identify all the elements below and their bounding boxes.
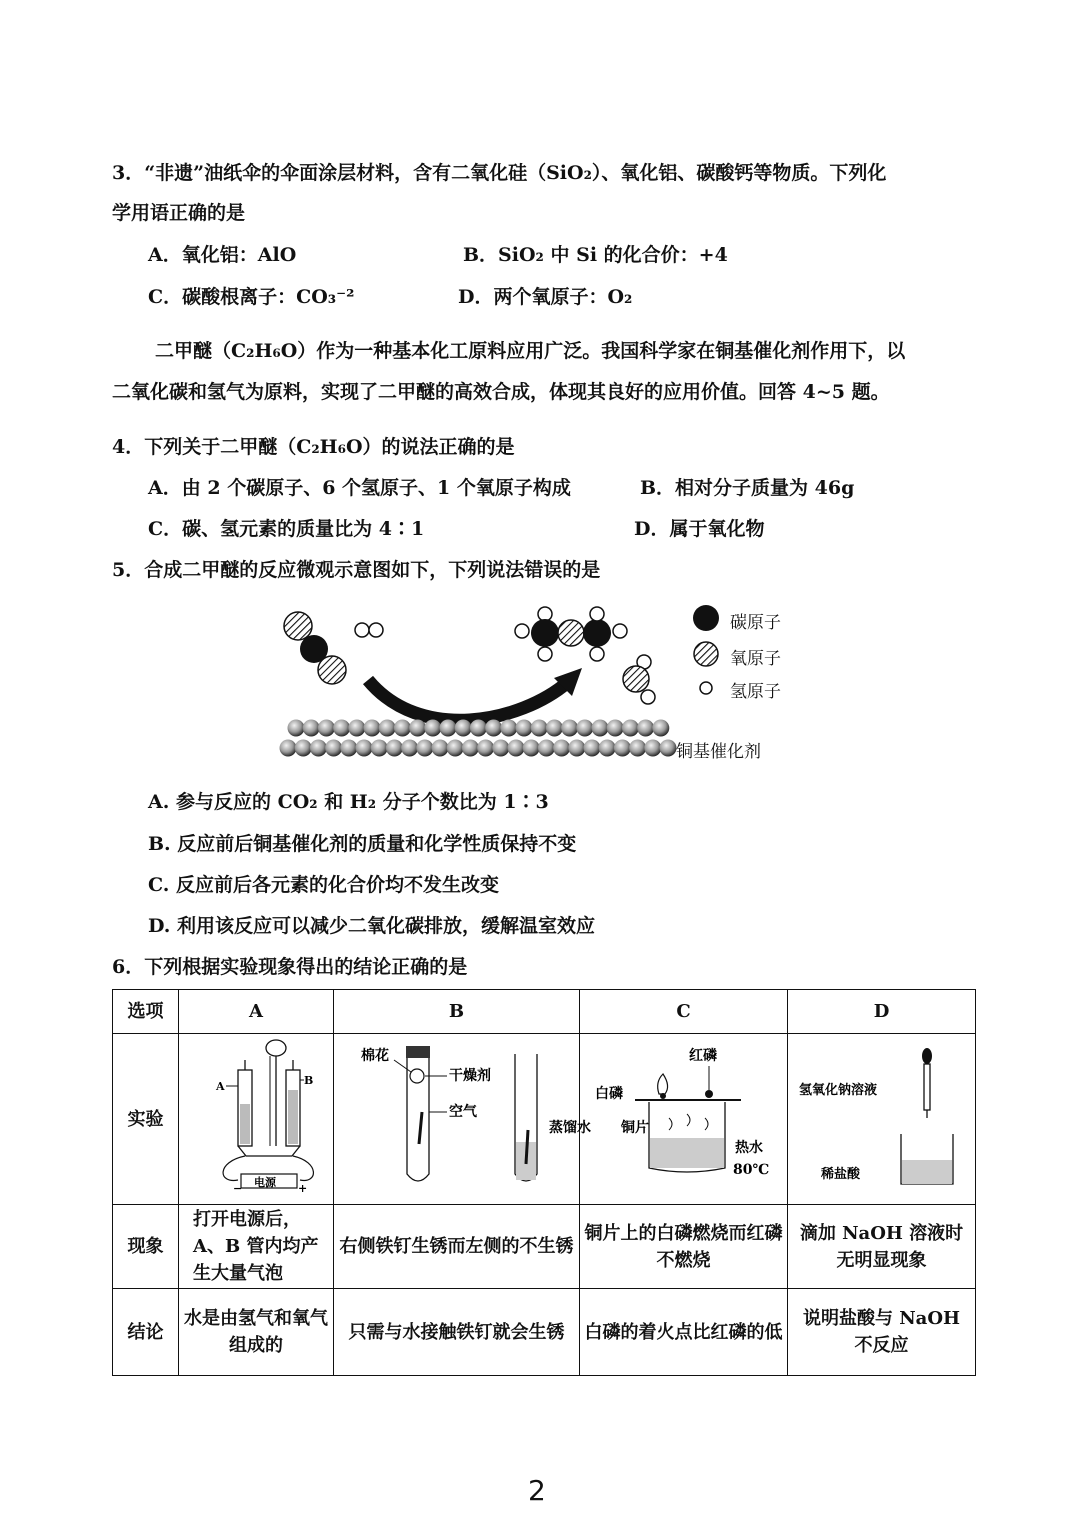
catalyst-sphere (409, 720, 426, 737)
electrolysis-apparatus (186, 1034, 326, 1196)
catalyst-sphere (614, 740, 631, 757)
catalyst-sphere (455, 720, 472, 737)
header-d: D (788, 990, 976, 1034)
svg-text:蒸馏水: 蒸馏水 (548, 1120, 591, 1136)
catalyst-sphere (394, 720, 411, 737)
phenomenon-d: 滴加 NaOH 溶液时无明显现象 (788, 1205, 976, 1289)
phosphorus-combustion-apparatus (585, 1034, 783, 1196)
catalyst-sphere (508, 740, 525, 757)
svg-text:空气: 空气 (448, 1104, 477, 1120)
svg-text:热水: 热水 (734, 1140, 763, 1156)
svg-text:A: A (216, 1080, 225, 1093)
co2-oxygen-atom-2 (318, 656, 346, 684)
catalyst-sphere (340, 740, 357, 757)
conclusion-b: 只需与水接触铁钉就会生锈 (334, 1289, 580, 1376)
catalyst-sphere (416, 740, 433, 757)
catalyst-sphere (485, 720, 502, 737)
catalyst-sphere (333, 720, 350, 737)
catalyst-sphere (584, 740, 601, 757)
catalyst-sphere (424, 720, 441, 737)
q3-option-d: D．两个氧原子：O₂ (458, 286, 633, 308)
catalyst-sphere (660, 740, 677, 757)
catalyst-sphere (599, 740, 616, 757)
product-carbon-atom-2 (583, 619, 611, 647)
q3-option-a: A．氧化铝：AlO (148, 244, 297, 266)
row-label-conclusion: 结论 (113, 1289, 179, 1376)
q4-stem: 4．下列关于二甲醚（C₂H₆O）的说法正确的是 (112, 436, 515, 458)
legend-hydrogen-label: 氢原子 (730, 682, 781, 702)
legend-carbon-label: 碳原子 (730, 613, 781, 633)
svg-text:干燥剂: 干燥剂 (448, 1068, 491, 1084)
catalyst-sphere (576, 720, 593, 737)
q3-stem-line2: 学用语正确的是 (112, 202, 246, 224)
page-number: 2 (528, 1474, 546, 1507)
catalyst-sphere (288, 720, 305, 737)
legend-hydrogen-symbol (700, 682, 712, 694)
svg-text:棉花: 棉花 (360, 1048, 389, 1064)
row-label-phenomenon: 现象 (113, 1205, 179, 1289)
conclusion-row (113, 1289, 976, 1376)
catalyst-sphere (364, 720, 381, 737)
header-option: 选项 (113, 990, 179, 1034)
table-header-row (113, 990, 976, 1034)
row-label-experiment: 实验 (113, 1034, 179, 1205)
product-oxygen-atom (558, 620, 584, 646)
atom-legend-symbols (690, 604, 720, 696)
product-carbon-atom-1 (531, 619, 559, 647)
q3-stem-line1: 3．“非遗”油纸伞的伞面涂层材料，含有二氧化硅（SiO₂）、氧化铝、碳酸钙等物质。下列化 (112, 162, 887, 184)
catalyst-sphere (303, 720, 320, 737)
phenomenon-b: 右侧铁钉生锈而左侧的不生锈 (334, 1205, 580, 1289)
svg-text:红磷: 红磷 (688, 1048, 717, 1064)
catalyst-sphere (492, 740, 509, 757)
conclusion-c: 白磷的着火点比红磷的低 (580, 1289, 788, 1376)
catalyst-sphere (561, 720, 578, 737)
h2-hydrogen-atom-2 (369, 623, 383, 637)
svg-text:氢氧化钠溶液: 氢氧化钠溶液 (798, 1083, 877, 1098)
svg-text:B: B (304, 1074, 314, 1087)
q6-stem: 6．下列根据实验现象得出的结论正确的是 (112, 956, 468, 978)
svg-text:稀盐酸: 稀盐酸 (820, 1167, 860, 1182)
catalyst-sphere (652, 720, 669, 737)
catalyst-sphere (622, 720, 639, 737)
passage-line2: 二氧化碳和氢气为原料，实现了二甲醚的高效合成，体现其良好的应用价值。回答 4~5 题。 (112, 381, 890, 403)
q4-option-a: A．由 2 个碳原子、6 个氢原子、1 个氧原子构成 (148, 477, 571, 499)
catalyst-sphere (295, 740, 312, 757)
catalyst-sphere (379, 720, 396, 737)
catalyst-sphere (462, 740, 479, 757)
q5-stem: 5．合成二甲醚的反应微观示意图如下，下列说法错误的是 (112, 559, 601, 581)
experiment-c-cell (580, 1034, 788, 1205)
svg-text:铜片: 铜片 (620, 1120, 649, 1136)
experiment-b-cell (334, 1034, 591, 1205)
q5-option-c: C. 反应前后各元素的化合价均不发生改变 (148, 874, 500, 896)
catalyst-sphere (538, 740, 555, 757)
q3-option-c: C．碳酸根离子：CO₃⁻² (148, 286, 355, 308)
header-b: B (334, 990, 580, 1034)
catalyst-sphere (371, 740, 388, 757)
catalyst-sphere (325, 740, 342, 757)
catalyst-sphere (637, 720, 654, 737)
catalyst-sphere (516, 720, 533, 737)
legend-oxygen-label: 氧原子 (730, 649, 781, 669)
catalyst-sphere (553, 740, 570, 757)
q4-option-d: D．属于氧化物 (634, 518, 765, 540)
catalyst-sphere (447, 740, 464, 757)
legend-oxygen-symbol (694, 642, 718, 666)
q3-option-b: B．SiO₂ 中 Si 的化合价：+4 (463, 244, 728, 266)
iron-nail-rust-apparatus (339, 1034, 591, 1196)
catalyst-sphere (592, 720, 609, 737)
water-oxygen-atom (623, 666, 649, 692)
experiment-row (113, 1034, 976, 1205)
header-c: C (580, 990, 788, 1034)
conclusion-a: 水是由氢气和氧气组成的 (179, 1289, 334, 1376)
q5-option-d: D. 利用该反应可以减少二氧化碳排放，缓解温室效应 (148, 915, 596, 937)
svg-text:−: − (233, 1182, 243, 1195)
catalyst-sphere (531, 720, 548, 737)
q5-option-a: A. 参与反应的 CO₂ 和 H₂ 分子个数比为 1∶3 (148, 791, 549, 813)
svg-text:白磷: 白磷 (594, 1086, 623, 1102)
catalyst-sphere (310, 740, 327, 757)
passage-line1: 二甲醚（C₂H₆O）作为一种基本化工原料应用广泛。我国科学家在铜基催化剂作用下，以 (155, 340, 906, 362)
legend-carbon-symbol (693, 605, 719, 631)
catalyst-sphere (644, 740, 661, 757)
catalyst-sphere (470, 720, 487, 737)
catalyst-sphere (629, 740, 646, 757)
experiment-table (112, 989, 976, 1376)
legend-catalyst-label: 铜基催化剂 (676, 742, 761, 762)
neutralization-apparatus (793, 1034, 971, 1196)
phenomenon-a: 打开电源后，A、B 管内均产生大量气泡 (179, 1205, 334, 1289)
phenomenon-c: 铜片上的白磷燃烧而红磷不燃烧 (580, 1205, 788, 1289)
catalyst-sphere (440, 720, 457, 737)
catalyst-sphere (477, 740, 494, 757)
catalyst-sphere (568, 740, 585, 757)
catalyst-sphere (607, 720, 624, 737)
q4-option-b: B．相对分子质量为 46g (640, 477, 855, 499)
svg-text:+: + (298, 1182, 308, 1195)
experiment-d-cell (788, 1034, 976, 1205)
catalyst-top-row (288, 720, 670, 737)
co2-oxygen-atom-1 (284, 612, 312, 640)
catalyst-sphere (348, 720, 365, 737)
catalyst-sphere (386, 740, 403, 757)
catalyst-sphere (523, 740, 540, 757)
q4-option-c: C．碳、氢元素的质量比为 4∶1 (148, 518, 425, 540)
catalyst-sphere (356, 740, 373, 757)
catalyst-sphere (318, 720, 335, 737)
reaction-diagram (270, 598, 690, 778)
catalyst-bottom-row (280, 740, 677, 757)
catalyst-sphere (432, 740, 449, 757)
catalyst-sphere (500, 720, 517, 737)
phenomenon-row (113, 1205, 976, 1289)
svg-text:80℃: 80℃ (732, 1162, 769, 1178)
svg-text:电源: 电源 (254, 1176, 276, 1189)
catalyst-sphere (546, 720, 563, 737)
experiment-a-cell (179, 1034, 334, 1205)
q5-option-b: B. 反应前后铜基催化剂的质量和化学性质保持不变 (148, 833, 577, 855)
h2-hydrogen-atom-1 (355, 623, 369, 637)
reaction-arrow (368, 680, 568, 720)
conclusion-d: 说明盐酸与 NaOH 不反应 (788, 1289, 976, 1376)
catalyst-sphere (280, 740, 297, 757)
header-a: A (179, 990, 334, 1034)
catalyst-sphere (401, 740, 418, 757)
